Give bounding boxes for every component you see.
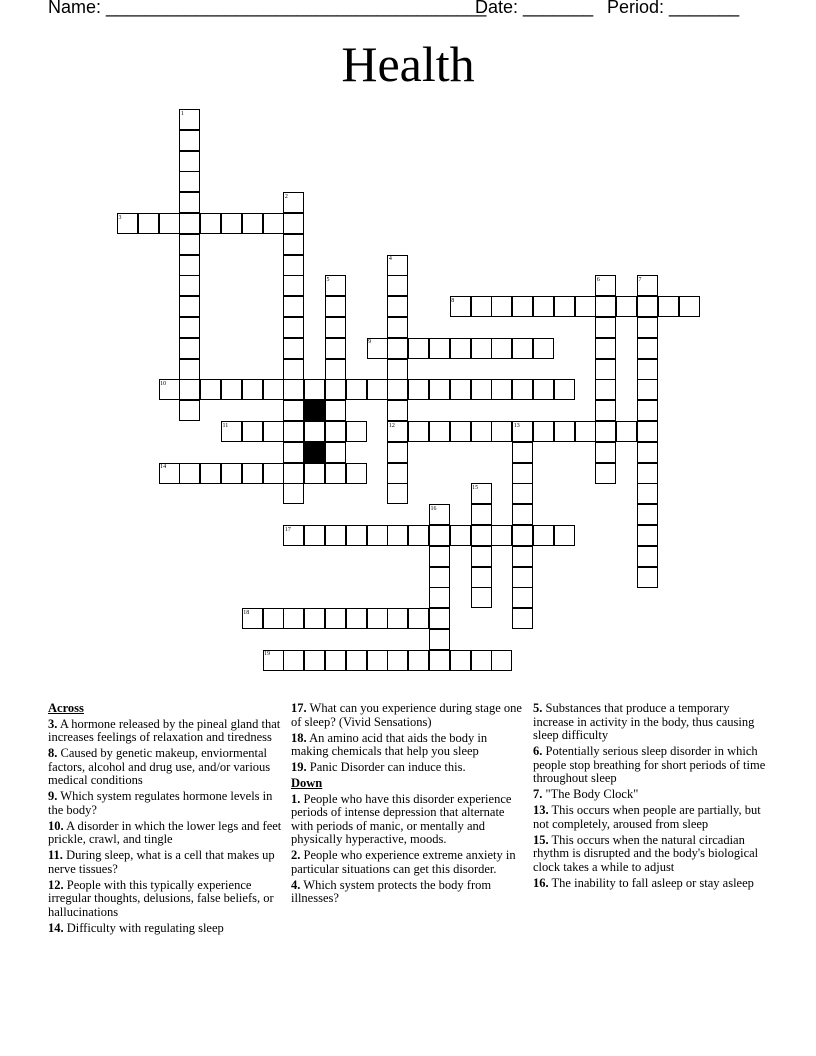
clue-number-label: 17 bbox=[284, 526, 291, 533]
clue-number-label: 16 bbox=[430, 505, 437, 512]
down-clue bbox=[533, 745, 773, 786]
crossword-cell[interactable] bbox=[450, 525, 471, 546]
crossword-cell[interactable] bbox=[325, 400, 346, 421]
crossword-cell[interactable] bbox=[658, 296, 679, 317]
crossword-cell[interactable] bbox=[325, 317, 346, 338]
crossword-cell[interactable] bbox=[408, 338, 429, 359]
crossword-cell[interactable] bbox=[429, 338, 450, 359]
crossword-cell[interactable] bbox=[346, 463, 367, 484]
crossword-cell[interactable] bbox=[263, 421, 284, 442]
clue-number: 1. bbox=[291, 791, 301, 806]
crossword-cell[interactable] bbox=[283, 317, 304, 338]
clue-text: People with this typically experience irregular thoughts, delusions, false beliefs, or hallucinations bbox=[48, 877, 274, 919]
down-clue bbox=[291, 849, 523, 876]
period-field[interactable]: Period: _______ bbox=[607, 0, 740, 17]
across-clue bbox=[48, 820, 284, 847]
crossword-cell[interactable] bbox=[471, 525, 492, 546]
crossword-cell[interactable] bbox=[304, 525, 325, 546]
clue-number-label: 19 bbox=[264, 651, 271, 658]
crossword-cell[interactable] bbox=[179, 463, 200, 484]
down-clue bbox=[533, 834, 773, 875]
crossword-cell[interactable] bbox=[429, 650, 450, 671]
clue-number-label: 7 bbox=[638, 276, 642, 283]
crossword-cell[interactable] bbox=[471, 504, 492, 525]
crossword-cell[interactable] bbox=[179, 171, 200, 192]
clue-number-label: 1 bbox=[180, 110, 184, 117]
crossword-cell[interactable] bbox=[471, 421, 492, 442]
crossword-cell[interactable] bbox=[283, 338, 304, 359]
crossword-cell[interactable] bbox=[387, 338, 408, 359]
crossword-cell[interactable] bbox=[533, 338, 554, 359]
crossword-cell[interactable] bbox=[138, 213, 159, 234]
across-clue bbox=[48, 922, 284, 936]
date-field[interactable]: Date: _______ bbox=[475, 0, 594, 17]
clue-text: Difficulty with regulating sleep bbox=[66, 921, 224, 936]
crossword-cell[interactable] bbox=[283, 650, 304, 671]
crossword-cell[interactable] bbox=[512, 483, 533, 504]
blocked-cell bbox=[304, 400, 325, 421]
crossword-cell[interactable] bbox=[179, 130, 200, 151]
clue-number-label: 18 bbox=[243, 609, 250, 616]
crossword-cell[interactable] bbox=[471, 567, 492, 588]
crossword-cell[interactable] bbox=[367, 379, 388, 400]
crossword-cell[interactable] bbox=[595, 379, 616, 400]
crossword-cell[interactable] bbox=[637, 483, 658, 504]
across-clue bbox=[291, 761, 523, 775]
crossword-cell[interactable] bbox=[637, 338, 658, 359]
clue-column-3 bbox=[533, 702, 773, 893]
crossword-cell[interactable] bbox=[179, 192, 200, 213]
crossword-cell[interactable] bbox=[595, 359, 616, 380]
crossword-cell[interactable] bbox=[283, 400, 304, 421]
crossword-cell[interactable] bbox=[221, 379, 242, 400]
crossword-cell[interactable] bbox=[263, 379, 284, 400]
clue-text: This occurs when the natural circadian rhythm is disrupted and the body's biological clock takes a while to adjust bbox=[533, 832, 759, 874]
across-clue bbox=[291, 702, 523, 729]
crossword-cell[interactable] bbox=[512, 546, 533, 567]
crossword-cell[interactable] bbox=[304, 421, 325, 442]
crossword-cell[interactable] bbox=[471, 338, 492, 359]
crossword-cell[interactable] bbox=[429, 379, 450, 400]
crossword-cell[interactable] bbox=[242, 213, 263, 234]
crossword-cell[interactable] bbox=[491, 379, 512, 400]
crossword-cell[interactable] bbox=[408, 525, 429, 546]
crossword-cell[interactable] bbox=[200, 213, 221, 234]
clue-number: 7. bbox=[533, 787, 543, 802]
crossword-cell[interactable] bbox=[575, 296, 596, 317]
crossword-cell[interactable] bbox=[429, 608, 450, 629]
clue-number: 12. bbox=[48, 877, 64, 892]
crossword-cell[interactable] bbox=[512, 567, 533, 588]
crossword-cell[interactable] bbox=[429, 587, 450, 608]
crossword-cell[interactable] bbox=[179, 234, 200, 255]
clue-number-label: 12 bbox=[388, 422, 395, 429]
crossword-cell[interactable] bbox=[491, 338, 512, 359]
crossword-cell[interactable] bbox=[637, 296, 658, 317]
down-clue bbox=[291, 793, 523, 847]
clue-number: 6. bbox=[533, 744, 543, 759]
crossword-cell[interactable] bbox=[637, 504, 658, 525]
crossword-cell[interactable] bbox=[387, 317, 408, 338]
clue-number-label: 6 bbox=[596, 276, 600, 283]
crossword-cell[interactable] bbox=[512, 442, 533, 463]
crossword-cell[interactable] bbox=[554, 525, 575, 546]
crossword-cell[interactable] bbox=[637, 442, 658, 463]
crossword-cell[interactable] bbox=[179, 255, 200, 276]
clue-number: 2. bbox=[291, 848, 301, 863]
crossword-cell[interactable] bbox=[387, 275, 408, 296]
clue-text: A disorder in which the lower legs and feet prickle, crawl, and tingle bbox=[48, 818, 282, 847]
crossword-cell[interactable] bbox=[325, 359, 346, 380]
crossword-cell[interactable] bbox=[346, 525, 367, 546]
crossword-cell[interactable] bbox=[325, 338, 346, 359]
crossword-cell[interactable] bbox=[471, 546, 492, 567]
crossword-cell[interactable] bbox=[325, 296, 346, 317]
crossword-cell[interactable] bbox=[325, 525, 346, 546]
clue-number-label: 15 bbox=[472, 484, 479, 491]
crossword-cell[interactable] bbox=[387, 379, 408, 400]
clue-number-label: 4 bbox=[388, 256, 392, 263]
clue-number-label: 8 bbox=[451, 297, 455, 304]
clue-number: 8. bbox=[48, 746, 58, 761]
crossword-cell[interactable] bbox=[159, 213, 180, 234]
clue-number-label: 14 bbox=[160, 464, 167, 471]
crossword-cell[interactable] bbox=[429, 567, 450, 588]
blocked-cell bbox=[304, 442, 325, 463]
clue-text: Panic Disorder can induce this. bbox=[309, 760, 466, 775]
across-clue bbox=[291, 732, 523, 759]
clue-text: Which system protects the body from illnesses? bbox=[291, 877, 492, 906]
crossword-cell[interactable] bbox=[283, 234, 304, 255]
crossword-cell[interactable] bbox=[429, 629, 450, 650]
crossword-cell[interactable] bbox=[325, 421, 346, 442]
crossword-cell[interactable] bbox=[304, 608, 325, 629]
crossword-cell[interactable] bbox=[595, 400, 616, 421]
crossword-cell[interactable] bbox=[471, 379, 492, 400]
down-heading: Down bbox=[291, 776, 323, 791]
crossword-cell[interactable] bbox=[512, 504, 533, 525]
clue-text: What can you experience during stage one of sleep? (Vivid Sensations) bbox=[291, 701, 522, 729]
clue-text: "The Body Clock" bbox=[545, 787, 639, 802]
down-clue bbox=[533, 877, 773, 891]
crossword-cell[interactable] bbox=[304, 379, 325, 400]
clue-text: People who have this disorder experience periods of intense depression that alternate with periods of manic, or mentally and physically hyperactive, moods. bbox=[291, 791, 512, 847]
across-clue bbox=[48, 718, 284, 745]
crossword-cell[interactable] bbox=[429, 421, 450, 442]
crossword-cell[interactable] bbox=[283, 608, 304, 629]
crossword-cell[interactable] bbox=[512, 296, 533, 317]
crossword-cell[interactable] bbox=[367, 525, 388, 546]
clue-text: A hormone released by the pineal gland that increases feelings of relaxation and tiredness bbox=[48, 716, 281, 744]
crossword-cell[interactable] bbox=[491, 296, 512, 317]
crossword-cell[interactable] bbox=[637, 379, 658, 400]
crossword-cell[interactable] bbox=[533, 421, 554, 442]
crossword-cell[interactable] bbox=[179, 359, 200, 380]
clue-number-label: 5 bbox=[326, 276, 330, 283]
crossword-cell[interactable] bbox=[387, 525, 408, 546]
clue-number: 16. bbox=[533, 875, 549, 890]
crossword-cell[interactable] bbox=[304, 463, 325, 484]
crossword-cell[interactable] bbox=[283, 463, 304, 484]
crossword-cell[interactable] bbox=[450, 379, 471, 400]
crossword-cell[interactable] bbox=[263, 213, 284, 234]
clue-number: 17. bbox=[291, 701, 307, 715]
crossword-cell[interactable] bbox=[387, 650, 408, 671]
clue-text: Substances that produce a temporary increase in activity in the body, thus causing sleep difficulty bbox=[533, 701, 755, 742]
crossword-cell[interactable] bbox=[491, 650, 512, 671]
crossword-cell[interactable] bbox=[179, 317, 200, 338]
crossword-cell[interactable] bbox=[283, 296, 304, 317]
crossword-cell[interactable] bbox=[179, 151, 200, 172]
clue-text: The inability to fall asleep or stay asleep bbox=[551, 875, 754, 890]
crossword-cell[interactable] bbox=[616, 421, 637, 442]
clue-text: Caused by genetic makeup, enviormental factors, alcohol and drug use, and/or various medical conditions bbox=[48, 746, 271, 788]
crossword-cell[interactable] bbox=[179, 275, 200, 296]
crossword-cell[interactable] bbox=[512, 525, 533, 546]
across-clue bbox=[48, 790, 284, 817]
crossword-cell[interactable] bbox=[408, 608, 429, 629]
crossword-cell[interactable] bbox=[491, 421, 512, 442]
crossword-cell[interactable] bbox=[263, 608, 284, 629]
clue-number-label: 3 bbox=[118, 214, 122, 221]
crossword-cell[interactable] bbox=[283, 379, 304, 400]
across-clue bbox=[48, 849, 284, 876]
crossword-cell[interactable] bbox=[325, 379, 346, 400]
crossword-cell[interactable] bbox=[595, 442, 616, 463]
crossword-cell[interactable] bbox=[387, 400, 408, 421]
crossword-cell[interactable] bbox=[471, 587, 492, 608]
clue-number: 5. bbox=[533, 701, 543, 715]
clue-number: 3. bbox=[48, 716, 58, 731]
crossword-cell[interactable] bbox=[429, 546, 450, 567]
across-heading: Across bbox=[48, 701, 84, 715]
crossword-cell[interactable] bbox=[533, 379, 554, 400]
name-field[interactable]: Name: ______________________________________ bbox=[48, 0, 487, 17]
crossword-cell[interactable] bbox=[595, 317, 616, 338]
crossword-cell[interactable] bbox=[242, 463, 263, 484]
clue-number: 11. bbox=[48, 848, 63, 863]
crossword-cell[interactable] bbox=[367, 608, 388, 629]
crossword-cell[interactable] bbox=[283, 483, 304, 504]
crossword-cell[interactable] bbox=[512, 338, 533, 359]
clue-number: 4. bbox=[291, 877, 301, 892]
crossword-cell[interactable] bbox=[450, 421, 471, 442]
crossword-cell[interactable] bbox=[387, 483, 408, 504]
crossword-cell[interactable] bbox=[450, 338, 471, 359]
crossword-cell[interactable] bbox=[304, 650, 325, 671]
crossword-cell[interactable] bbox=[200, 463, 221, 484]
crossword-cell[interactable] bbox=[533, 296, 554, 317]
crossword-cell[interactable] bbox=[346, 608, 367, 629]
across-clue bbox=[48, 879, 284, 920]
crossword-cell[interactable] bbox=[575, 421, 596, 442]
crossword-cell[interactable] bbox=[554, 421, 575, 442]
crossword-cell[interactable] bbox=[387, 608, 408, 629]
clue-number-label: 10 bbox=[160, 380, 167, 387]
down-clue bbox=[533, 702, 773, 743]
crossword-cell[interactable] bbox=[387, 463, 408, 484]
crossword-cell[interactable] bbox=[679, 296, 700, 317]
across-clue bbox=[48, 747, 284, 788]
clue-text: Potentially serious sleep disorder in which people stop breathing for short periods of time throughout sleep bbox=[533, 744, 766, 786]
crossword-cell[interactable] bbox=[408, 650, 429, 671]
crossword-cell[interactable] bbox=[512, 608, 533, 629]
crossword-cell[interactable] bbox=[283, 275, 304, 296]
clue-column-2 bbox=[291, 702, 523, 909]
clue-text: This occurs when people are partially, but not completely, aroused from sleep bbox=[533, 803, 761, 831]
crossword-cell[interactable] bbox=[263, 463, 284, 484]
clue-number: 19. bbox=[291, 760, 307, 775]
crossword-cell[interactable] bbox=[637, 400, 658, 421]
crossword-cell[interactable] bbox=[179, 213, 200, 234]
crossword-cell[interactable] bbox=[637, 525, 658, 546]
crossword-cell[interactable] bbox=[283, 359, 304, 380]
crossword-cell[interactable] bbox=[283, 213, 304, 234]
clue-number: 14. bbox=[48, 921, 64, 936]
crossword-cell[interactable] bbox=[595, 421, 616, 442]
crossword-cell[interactable] bbox=[595, 463, 616, 484]
crossword-cell[interactable] bbox=[471, 650, 492, 671]
crossword-cell[interactable] bbox=[533, 525, 554, 546]
clue-text: People who experience extreme anxiety in particular situations can get this disorder. bbox=[291, 848, 516, 876]
down-clue bbox=[533, 804, 773, 831]
crossword-cell[interactable] bbox=[346, 421, 367, 442]
page-title: Health bbox=[341, 36, 475, 92]
crossword-cell[interactable] bbox=[200, 379, 221, 400]
crossword-cell[interactable] bbox=[325, 463, 346, 484]
crossword-cell[interactable] bbox=[283, 442, 304, 463]
crossword-cell[interactable] bbox=[408, 379, 429, 400]
crossword-cell[interactable] bbox=[283, 421, 304, 442]
crossword-cell[interactable] bbox=[346, 650, 367, 671]
crossword-cell[interactable] bbox=[221, 213, 242, 234]
crossword-cell[interactable] bbox=[325, 608, 346, 629]
clue-number-label: 11 bbox=[222, 422, 229, 429]
crossword-cell[interactable] bbox=[242, 421, 263, 442]
clue-text: During sleep, what is a cell that makes up nerve tissues? bbox=[48, 848, 275, 876]
clue-number-label: 13 bbox=[513, 422, 520, 429]
crossword-cell[interactable] bbox=[387, 296, 408, 317]
crossword-cell[interactable] bbox=[367, 650, 388, 671]
crossword-cell[interactable] bbox=[637, 359, 658, 380]
crossword-cell[interactable] bbox=[637, 421, 658, 442]
crossword-cell[interactable] bbox=[637, 546, 658, 567]
crossword-cell[interactable] bbox=[221, 463, 242, 484]
crossword-cell[interactable] bbox=[179, 379, 200, 400]
crossword-cell[interactable] bbox=[637, 317, 658, 338]
clue-number-label: 2 bbox=[284, 193, 288, 200]
clue-text: Which system regulates hormone levels in the body? bbox=[48, 789, 273, 817]
crossword-cell[interactable] bbox=[554, 296, 575, 317]
clue-number-label: 9 bbox=[368, 339, 372, 346]
crossword-cell[interactable] bbox=[242, 379, 263, 400]
crossword-cell[interactable] bbox=[637, 567, 658, 588]
crossword-cell[interactable] bbox=[512, 379, 533, 400]
crossword-cell[interactable] bbox=[325, 442, 346, 463]
crossword-cell[interactable] bbox=[616, 296, 637, 317]
down-clue bbox=[291, 879, 523, 906]
clue-text: An amino acid that aids the body in making chemicals that help you sleep bbox=[291, 730, 488, 759]
crossword-cell[interactable] bbox=[179, 400, 200, 421]
crossword-cell[interactable] bbox=[387, 442, 408, 463]
crossword-cell[interactable] bbox=[283, 255, 304, 276]
clue-number: 13. bbox=[533, 803, 549, 818]
crossword-cell[interactable] bbox=[595, 338, 616, 359]
clue-number: 10. bbox=[48, 818, 64, 833]
crossword-cell[interactable] bbox=[325, 650, 346, 671]
clue-number: 15. bbox=[533, 832, 549, 847]
clue-column-1 bbox=[48, 702, 284, 938]
crossword-cell[interactable] bbox=[179, 338, 200, 359]
crossword-cell[interactable] bbox=[346, 379, 367, 400]
clue-number: 9. bbox=[48, 789, 58, 804]
crossword-cell[interactable] bbox=[179, 296, 200, 317]
crossword-cell[interactable] bbox=[595, 296, 616, 317]
clue-number: 18. bbox=[291, 730, 307, 745]
crossword-cell[interactable] bbox=[512, 587, 533, 608]
crossword-cell[interactable] bbox=[512, 463, 533, 484]
crossword-cell[interactable] bbox=[491, 525, 512, 546]
crossword-cell[interactable] bbox=[471, 296, 492, 317]
crossword-cell[interactable] bbox=[450, 650, 471, 671]
crossword-cell[interactable] bbox=[408, 421, 429, 442]
crossword-cell[interactable] bbox=[637, 463, 658, 484]
crossword-cell[interactable] bbox=[429, 525, 450, 546]
crossword-cell[interactable] bbox=[554, 379, 575, 400]
down-clue bbox=[533, 788, 773, 802]
crossword-cell[interactable] bbox=[387, 359, 408, 380]
